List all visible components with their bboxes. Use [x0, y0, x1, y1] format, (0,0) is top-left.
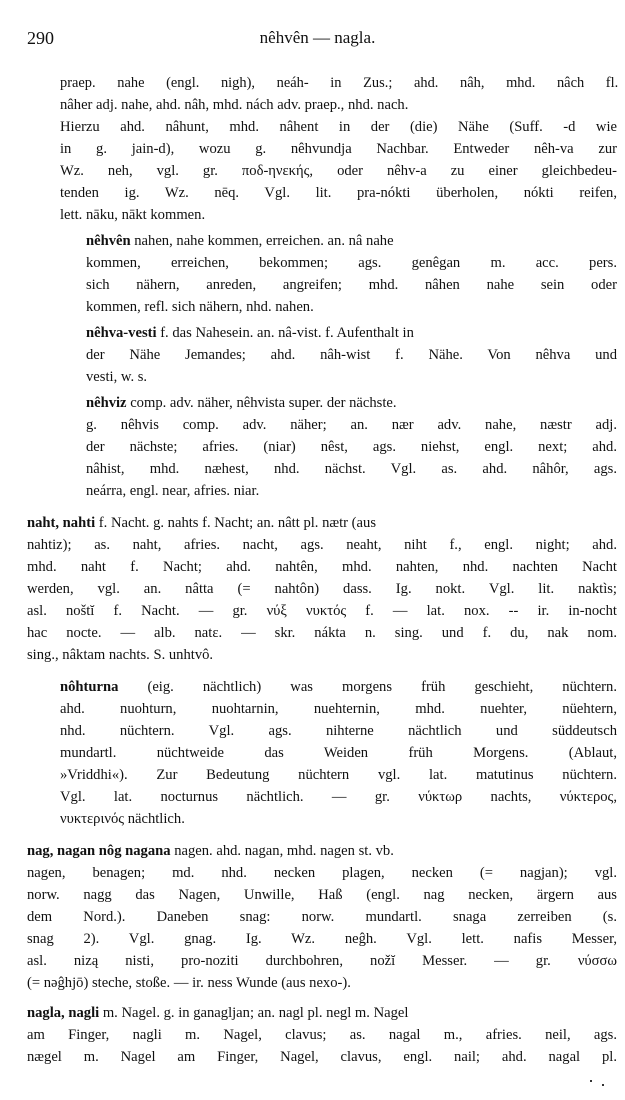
- entry-line: g. nêhvis comp. adv. näher; an. nær adv. nahe, næstr adj.: [86, 417, 617, 433]
- entry-line: Vgl. lat. nocturnus nächtlich. — gr. νύκτωρ nachts, νύκτερος,: [60, 789, 617, 805]
- entry-line: norw. nagg das Nagen, Unwille, Haß (engl. nag necken, ärgern aus: [27, 887, 617, 903]
- entry-line: nahtiz); as. naht, afries. nacht, ags. neaht, niht f., engl. night; ahd.: [27, 537, 617, 553]
- running-title: nêhvên — nagla.: [259, 28, 376, 47]
- entry-line: dem Nord.). Daneben snag: norw. mundartl. snaga zerreiben (s.: [27, 909, 617, 925]
- intro-line: in g. jain-d), wozu g. nêhvundja Nachbar. Entweder nêh-va zur: [60, 141, 617, 157]
- entry-line: mundartl. nüchtweide das Weiden früh Morgens. (Ablaut,: [60, 745, 617, 761]
- entry-line: asl. noštĭ f. Nacht. — gr. νύξ νυκτός f. — lat. nox. -- ir. in-nocht: [27, 603, 617, 619]
- headword: nêhva-vesti: [86, 325, 157, 341]
- page-number: 290: [27, 28, 54, 48]
- entry-line: werden, vgl. an. nâtta (= nahtôn) dass. Ig. nokt. Vgl. lit. naktìs;: [27, 581, 617, 597]
- entry-line: der nächste; afries. (niar) nêst, ags. niehst, engl. next; ahd.: [86, 439, 617, 455]
- entry-text: (eig. nächtlich) was morgens früh geschieht, nüchtern.: [118, 679, 617, 695]
- entry-line: ahd. nuohturn, nuohtarnin, nuehternin, mhd. nuehter, nüehtern,: [60, 701, 617, 717]
- intro-line: Hierzu ahd. nâhunt, mhd. nâhent in der (die) Nähe (Suff. -d wie: [60, 119, 617, 135]
- intro-line: lett. nāku, nākt kommen.: [60, 207, 206, 223]
- entry-text: comp. adv. näher, nêhvista super. der nächste.: [126, 395, 397, 411]
- entry-text: f. das Nahesein. an. nâ-vist. f. Aufenthalt in: [156, 325, 414, 341]
- intro-line: Wz. neh, vgl. gr. ποδ-ηνεκής, oder nêhv-a zu einer gleichbedeu-: [60, 163, 617, 179]
- entry-text: nahen, nahe kommen, erreichen. an. nâ nahe: [130, 233, 394, 249]
- intro-line: praep. nahe (engl. nigh), neáh- in Zus.; ahd. nâh, mhd. nâch fl.: [60, 75, 619, 91]
- entry-line: (= nəĝhjō) steche, stoße. — ir. ness Wunde (aus nexo-).: [27, 975, 351, 991]
- entry-line: kommen, erreichen, bekommen; ags. genêgan m. acc. pers.: [86, 255, 617, 271]
- entry-line: asl. nizą nisti, pro-noziti durchbohren, nožĭ Messer. — gr. νύσσω: [27, 953, 617, 969]
- entry-line: neárra, engl. near, afries. niar.: [86, 483, 260, 499]
- entry-line: nægel m. Nagel am Finger, Nagel, clavus, engl. nail; ahd. nagal pl.: [27, 1049, 617, 1065]
- entry-line: snag 2). Vgl. gnag. Ig. Wz. neĝh. Vgl. lett. nafis Messer,: [27, 931, 617, 947]
- entry-text: nagen. ahd. nagan, mhd. nagen st. vb.: [170, 843, 394, 859]
- entry-line: nagen, benagen; md. nhd. necken plagen, necken (= nagjan); vgl.: [27, 865, 617, 881]
- entry-line: der Nähe Jemandes; ahd. nâh-wist f. Nähe. Von nêhva und: [86, 347, 617, 363]
- entry-line: vesti, w. s.: [86, 369, 148, 385]
- headword: naht, nahti: [27, 515, 96, 531]
- intro-line: nâher adj. nahe, ahd. nâh, mhd. nách adv. praep., nhd. nach.: [60, 97, 409, 113]
- entry-line: νυκτερινός nächtlich.: [60, 811, 185, 827]
- headword: nagla, nagli: [27, 1005, 100, 1021]
- entry-line: »Vriddhi«). Zur Bedeutung nüchtern vgl. lat. matutinus nüchtern.: [60, 767, 617, 783]
- entry-text: f. Nacht. g. nahts f. Nacht; an. nâtt pl. nætr (aus: [95, 515, 376, 531]
- headword: nag, nagan nôg nagana: [27, 843, 171, 859]
- intro-line: tenden ig. Wz. nēq. Vgl. lit. pra-nókti überholen, nókti reifen,: [60, 185, 617, 201]
- entry-line: nâhist, mhd. næhest, nhd. nächst. Vgl. as. ahd. nâhôr, ags.: [86, 461, 617, 477]
- entry-line: sich nähern, anreden, angreifen; mhd. nâhen nahe sein oder: [86, 277, 617, 293]
- entry-line: mhd. naht f. Nacht; ahd. nahtên, mhd. nahten, nhd. nachten Nacht: [27, 559, 617, 575]
- entry-line: hac nocte. — alb. natε. — skr. nákta n. sing. und f. du, nak nom.: [27, 625, 617, 641]
- scan-speck: [602, 1084, 604, 1086]
- headword: nêhvên: [86, 233, 131, 249]
- headword: nêhviz: [86, 395, 127, 411]
- entry-line: sing., nâktam nachts. S. unhtvô.: [27, 647, 214, 663]
- entry-line: am Finger, nagli m. Nagel, clavus; as. nagal m., afries. neil, ags.: [27, 1027, 617, 1043]
- entry-text: m. Nagel. g. in ganagljan; an. nagl pl. negl m. Nagel: [99, 1005, 409, 1021]
- entry-line: kommen, refl. sich nähern, nhd. nahen.: [86, 299, 314, 315]
- scan-speck: [590, 1080, 592, 1082]
- headword: nôhturna: [60, 679, 119, 695]
- entry-line: nhd. nüchtern. Vgl. ags. nihterne nächtlich und süddeutsch: [60, 723, 617, 739]
